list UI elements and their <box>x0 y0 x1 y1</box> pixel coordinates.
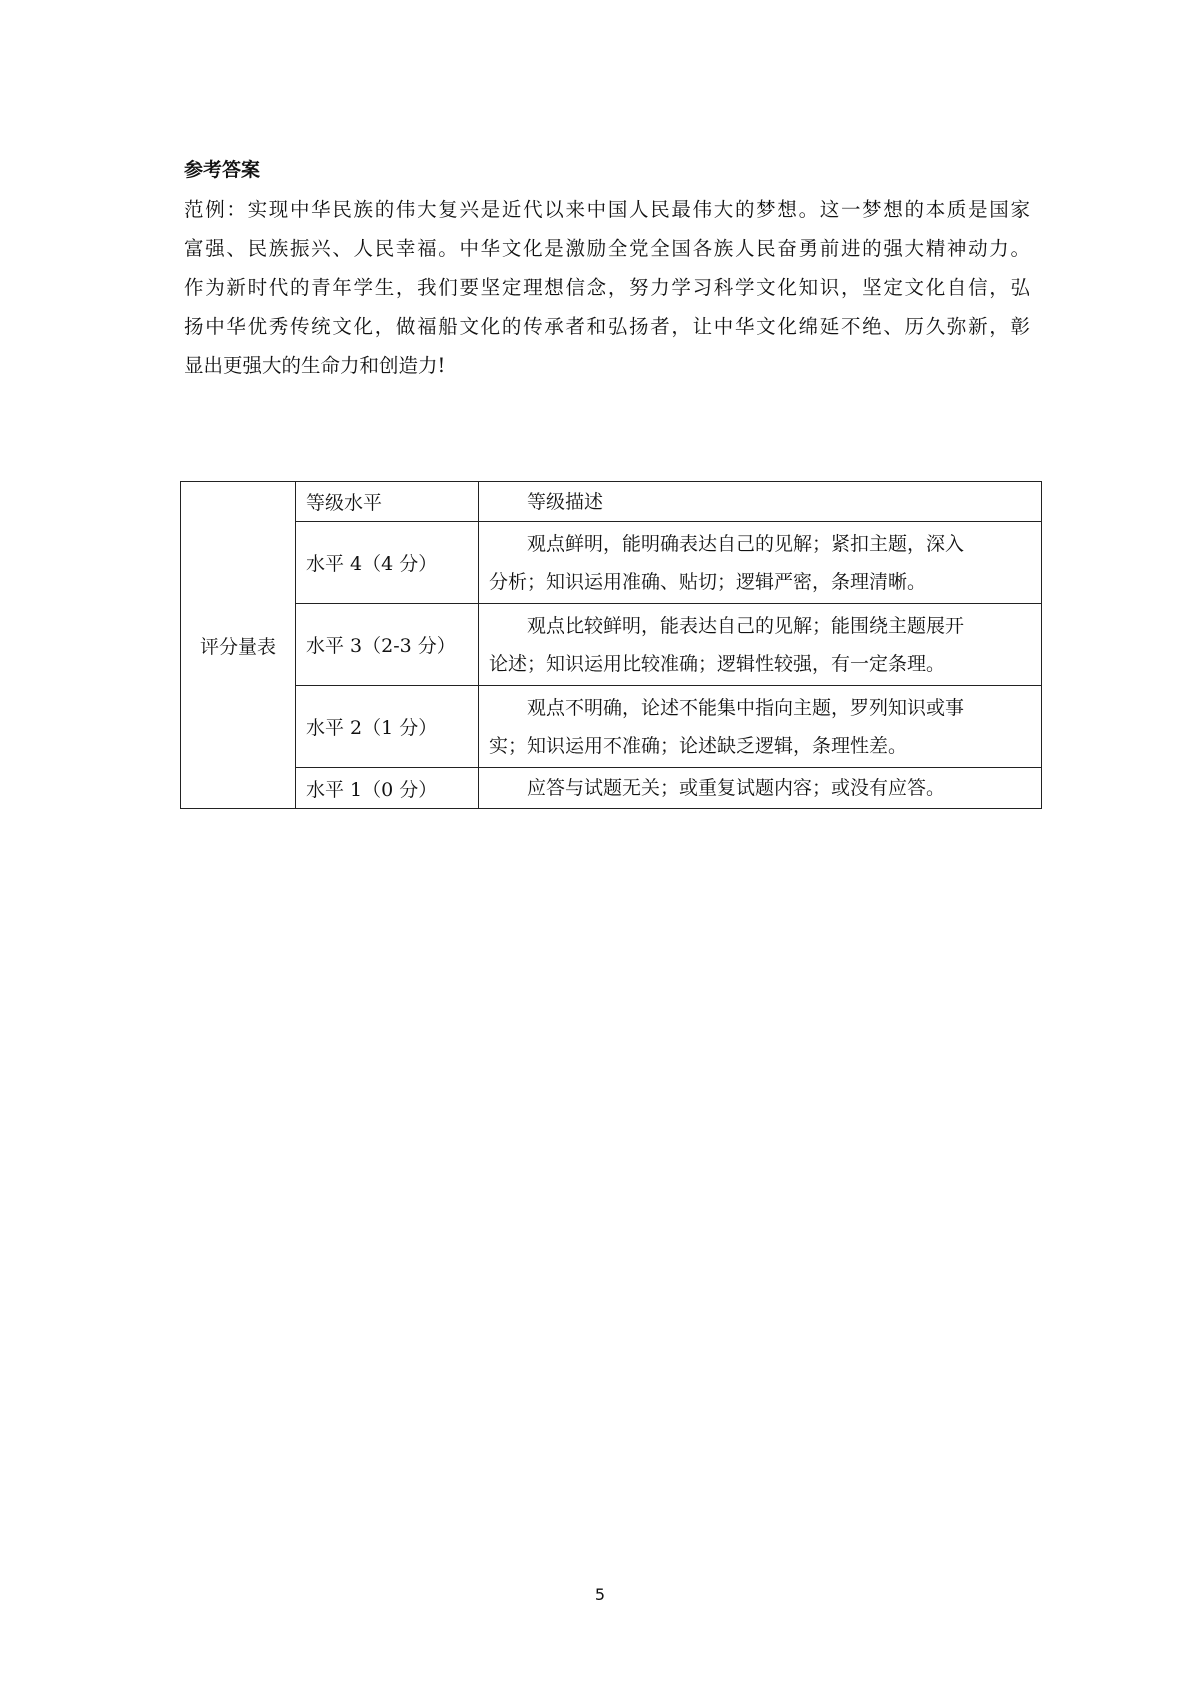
rubric-title: 评分量表 <box>181 482 296 809</box>
description-line: 论述；知识运用比较准确；逻辑性较强，有一定条理。 <box>489 652 946 675</box>
header-level: 等级水平 <box>296 482 479 522</box>
level-label: 水平 3（2-3 分） <box>296 604 479 686</box>
level-label: 水平 4（4 分） <box>296 522 479 604</box>
answer-line: 范例：实现中华民族的伟大复兴是近代以来中国人民最伟大的梦想。这一梦想的本质是国家 <box>184 198 1030 221</box>
rubric-header-row <box>181 482 1042 522</box>
level-description <box>479 522 1042 604</box>
description-line: 观点比较鲜明，能表达自己的见解；能围绕主题展开 <box>527 614 965 637</box>
answer-paragraph <box>184 190 1030 385</box>
scoring-rubric-table <box>180 481 1042 809</box>
table-row <box>181 522 1042 604</box>
description-line: 实；知识运用不准确；论述缺乏逻辑，条理性差。 <box>489 734 908 757</box>
description-line: 观点不明确，论述不能集中指向主题，罗列知识或事 <box>527 696 965 719</box>
answer-heading: 参考答案 <box>184 159 261 181</box>
table-row <box>181 768 1042 809</box>
header-description-text: 等级描述 <box>527 490 604 513</box>
level-label: 水平 1（0 分） <box>296 768 479 809</box>
page-number: 5 <box>594 1585 606 1604</box>
answer-line: 作为新时代的青年学生，我们要坚定理想信念，努力学习科学文化知识，坚定文化自信，弘 <box>184 276 1030 299</box>
description-line: 观点鲜明，能明确表达自己的见解；紧扣主题，深入 <box>527 532 965 555</box>
level-description <box>479 768 1042 809</box>
level-description <box>479 686 1042 768</box>
header-description <box>479 482 1042 522</box>
answer-line: 扬中华优秀传统文化，做福船文化的传承者和弘扬者，让中华文化绵延不绝、历久弥新，彰 <box>184 315 1030 338</box>
level-description <box>479 604 1042 686</box>
level-label: 水平 2（1 分） <box>296 686 479 768</box>
table-row <box>181 686 1042 768</box>
table-row <box>181 604 1042 686</box>
answer-line: 富强、民族振兴、人民幸福。中华文化是激励全党全国各族人民奋勇前进的强大精神动力。 <box>184 237 1030 260</box>
description-line: 应答与试题无关；或重复试题内容；或没有应答。 <box>527 777 946 799</box>
description-line: 分析；知识运用准确、贴切；逻辑严密，条理清晰。 <box>489 570 927 593</box>
answer-line: 显出更强大的生命力和创造力! <box>184 354 446 377</box>
